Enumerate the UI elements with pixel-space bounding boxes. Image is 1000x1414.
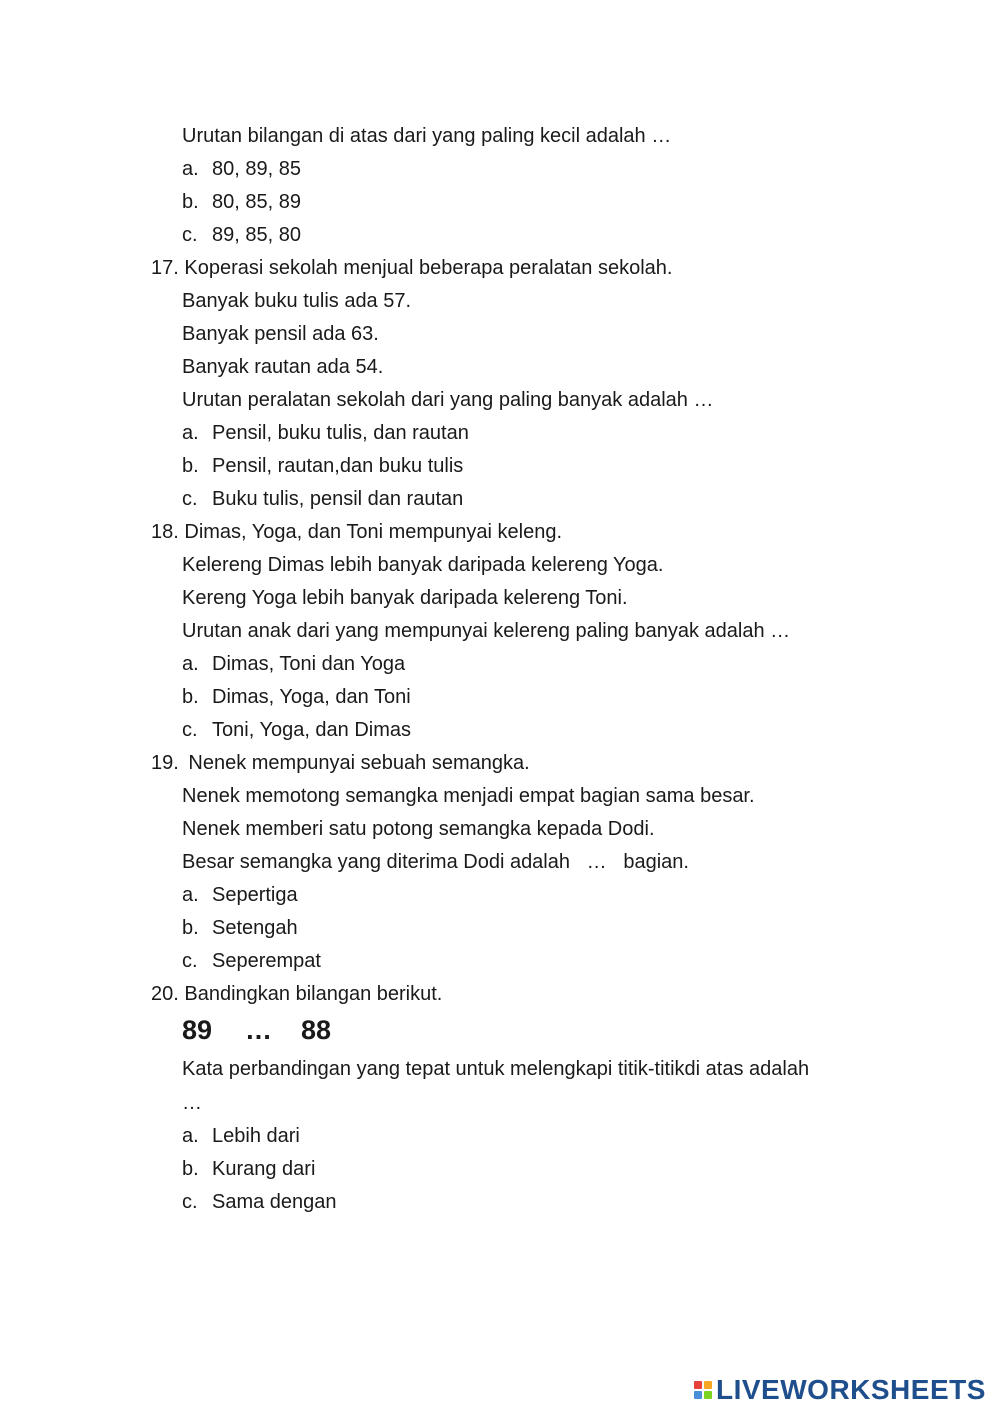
comparison-blank: … [245, 1015, 272, 1045]
question-line: Nenek memotong semangka menjadi empat bagian sama besar. [182, 785, 755, 807]
question-line: Nenek memberi satu potong semangka kepada Dodi. [182, 818, 655, 840]
question-stem: Urutan bilangan di atas dari yang paling kecil adalah … [182, 125, 672, 147]
question-number: 20. [151, 983, 179, 1005]
question-19-title [151, 750, 530, 776]
option-letter: b. [182, 917, 199, 939]
question-number: 18. [151, 521, 179, 543]
option-text: Sepertiga [212, 884, 298, 906]
option-letter: c. [182, 1191, 198, 1213]
option-letter: c. [182, 950, 198, 972]
question-text: Bandingkan bilangan berikut. [184, 983, 443, 1005]
liveworksheets-logo-icon [694, 1381, 712, 1399]
option-text: Sama dengan [212, 1191, 337, 1213]
question-text: Koperasi sekolah menjual beberapa peralatan sekolah. [184, 257, 673, 279]
question-20-title [151, 981, 442, 1007]
question-line: Kata perbandingan yang tepat untuk melengkapi titik-titikdi atas adalah [182, 1058, 810, 1080]
option-letter: b. [182, 455, 199, 477]
question-line: Kelereng Dimas lebih banyak daripada kelereng Yoga. [182, 554, 664, 576]
option-letter: c. [182, 719, 198, 741]
question-17-title [151, 255, 672, 281]
option-text: Lebih dari [212, 1125, 300, 1147]
question-line: Banyak pensil ada 63. [182, 323, 379, 345]
option-text: Toni, Yoga, dan Dimas [212, 719, 412, 741]
option-letter: a. [182, 1125, 199, 1147]
question-line: Kereng Yoga lebih banyak daripada kelereng Toni. [182, 587, 628, 609]
option-letter: b. [182, 191, 199, 213]
option-letter: a. [182, 158, 199, 180]
option-letter: a. [182, 653, 199, 675]
number-right: 88 [301, 1015, 332, 1045]
option-text: 89, 85, 80 [212, 224, 301, 246]
option-text: Seperempat [212, 950, 321, 972]
question-line: Besar semangka yang diterima Dodi adalah … bagian. [182, 851, 689, 873]
option-text: 80, 89, 85 [212, 158, 301, 180]
question-line: Urutan anak dari yang mempunyai kelereng paling banyak adalah … [182, 620, 791, 642]
question-18-title [151, 519, 562, 545]
option-text: Kurang dari [212, 1158, 316, 1180]
option-text: Buku tulis, pensil dan rautan [212, 488, 464, 510]
question-line: Urutan peralatan sekolah dari yang paling banyak adalah … [182, 389, 714, 411]
option-letter: b. [182, 1158, 199, 1180]
question-line: … [182, 1092, 202, 1114]
option-text: Pensil, buku tulis, dan rautan [212, 422, 469, 444]
number-left: 89 [182, 1015, 213, 1045]
option-text: Pensil, rautan,dan buku tulis [212, 455, 464, 477]
question-number: 17. [151, 257, 179, 279]
question-text: Dimas, Yoga, dan Toni mempunyai keleng. [184, 521, 563, 543]
option-letter: b. [182, 686, 199, 708]
option-text: Setengah [212, 917, 298, 939]
liveworksheets-logo [694, 1376, 986, 1404]
logo-text: LIVEWORKSHEETS [716, 1374, 986, 1405]
question-line: Banyak rautan ada 54. [182, 356, 384, 378]
option-letter: a. [182, 884, 199, 906]
question-number: 19. [151, 752, 179, 774]
option-text: 80, 85, 89 [212, 191, 301, 213]
option-text: Dimas, Yoga, dan Toni [212, 686, 411, 708]
option-letter: c. [182, 488, 198, 510]
option-letter: c. [182, 224, 198, 246]
option-text: Dimas, Toni dan Yoga [212, 653, 406, 675]
question-text: Nenek mempunyai sebuah semangka. [188, 752, 530, 774]
option-letter: a. [182, 422, 199, 444]
question-line: Banyak buku tulis ada 57. [182, 290, 412, 312]
